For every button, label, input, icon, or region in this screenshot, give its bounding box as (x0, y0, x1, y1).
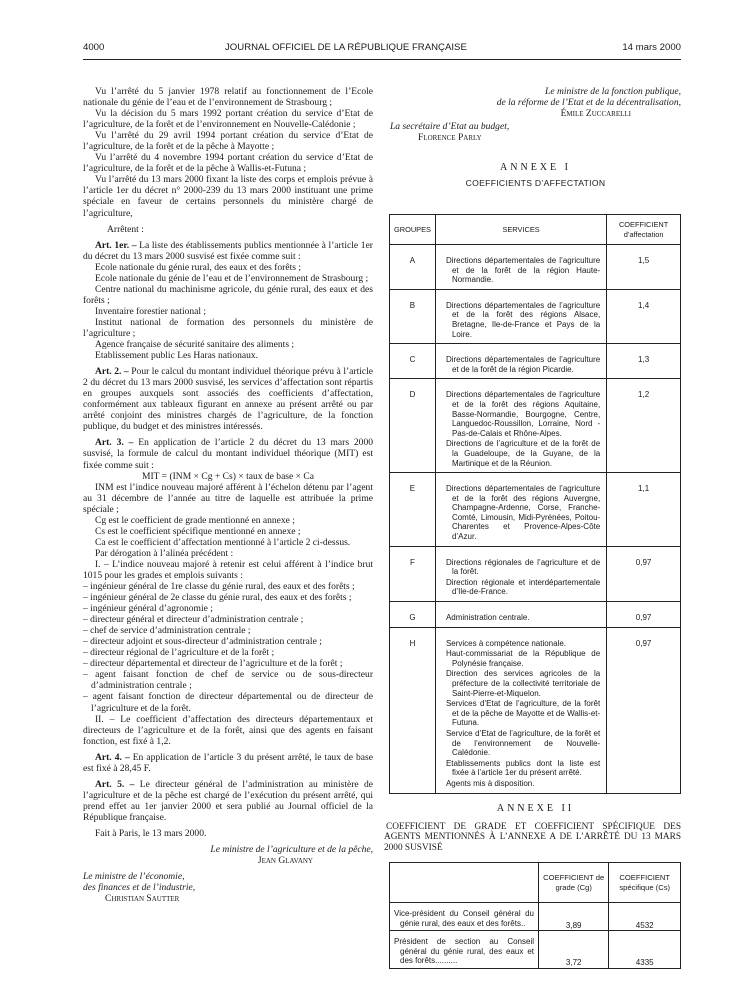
service-entry: Services à compétence nationale. (445, 638, 567, 648)
table-row (390, 344, 681, 379)
signatory-title: de la réforme de l’Etat et de la décentralisation, (496, 97, 681, 109)
group-cell: E (390, 473, 436, 547)
table-row (390, 379, 681, 473)
list-item: – ingénieur général d’agronomie ; (83, 603, 213, 615)
article-3: Art. 3. – En application de l’article 2 du décret du 13 mars 2000 susvisé, la formule de calcul du montant individuel théorique (MIT) est fixée comme suit : (83, 437, 373, 471)
service-entry: Service d’Etat de l’agriculture, de la forêt et de l’environnement de Nouvelle-Calédonie. (445, 728, 601, 758)
table-row (390, 289, 681, 343)
service-entry: Services d’Etat de l’agriculture, de la forêt et de la pêche de Mayotte et de Wallis-et-Futuna. (445, 699, 601, 728)
paragraph: Par dérogation à l’alinéa précédent : (95, 547, 234, 559)
paragraph: Vu l’arrêté du 13 mars 2000 fixant la liste des corps et emplois prévue à l’article 1er du décret n° 2000-239 du 13 mars 2000 instituant une prime spéciale en faveur de certains personnels du ministère chargé de l’agriculture, (83, 174, 373, 219)
specific-coefficient-cell: 4335 (609, 931, 681, 969)
paragraph: II. – Le coefficient d’affectation des directeurs départementaux et directeurs de l’agriculture et de la forêt, ainsi que des agents en faisant fonction, est fixé à 1,2. (83, 713, 373, 747)
table-body (390, 245, 681, 794)
annex-subtitle: COEFFICIENT DE GRADE ET COEFFICIENT SPÉCIFIQUE DES AGENTS MENTIONNÉS À L’ANNEXE A DE L’ARRÊTÉ DU 13 MARS 2000 SUSVISÉ (384, 822, 681, 853)
article-1: Art. 1er. – La liste des établissements publics mentionnée à l’article 1er du décret du 13 mars 2000 susvisé est fixée comme suit : (83, 239, 373, 262)
article-heading: Art. 3. – (95, 437, 134, 449)
definition: Ca est le coefficient d’affectation mentionné à l’article 2 ci-dessus. (95, 536, 351, 548)
service-entry: Directions départementales de l’agriculture et de la forêt de la région Picardie. (445, 355, 601, 374)
list-item: – directeur général et directeur d’administration centrale ; (83, 614, 304, 626)
column-header: COEFFICIENT spécifique (Cs) (609, 863, 681, 903)
signatory-title: La secrétaire d’Etat au budget, (390, 121, 510, 133)
list-item: – directeur adjoint et sous-directeur d’administration centrale ; (83, 636, 322, 648)
list-item: Inventaire forestier national ; (95, 305, 207, 317)
services-cell (435, 627, 606, 793)
service-entry: Etablissements publics dont la liste est fixée à l’article 1er du présent arrêté. (445, 758, 601, 778)
grade-label: Vice-président du Conseil général du génie rural, des eaux et des forêts.. (394, 909, 534, 928)
service-entry: Direction régionale et interdépartementale d’Ile-de-France. (445, 577, 601, 597)
grade-coefficients-table (389, 862, 681, 969)
list-item: Ecole nationale du génie rural, des eaux et des forêts ; (95, 261, 301, 273)
coefficient-cell: 0,97 (607, 602, 681, 628)
article-heading: Art. 4. – (95, 751, 130, 763)
coefficient-cell: 1,3 (607, 344, 681, 379)
coefficient-cell: 0,97 (607, 546, 681, 601)
coefficients-table (389, 214, 681, 794)
grade-label-cell (390, 903, 539, 931)
arretent: Arrêtent : (107, 223, 144, 235)
column-header: COEFFICIENT d’affectation (607, 215, 681, 245)
definition: Cg est le coefficient de grade mentionné en annexe ; (95, 514, 295, 526)
service-entry: Agents mis à disposition. (445, 778, 535, 788)
paragraph: Vu l’arrêté du 29 avril 1994 portant création du service d’Etat de l’agriculture, de la forêt et de la pêche à Mayotte ; (83, 130, 373, 153)
signatory-title: Le ministre de l’économie, (83, 871, 185, 883)
article-heading: Art. 1er. – (95, 239, 137, 251)
page-header (83, 42, 681, 56)
group-cell: G (390, 602, 436, 628)
coefficient-cell: 1,1 (607, 473, 681, 547)
grade-coefficient-cell: 3,89 (539, 903, 609, 931)
grade-label: Président de section au Conseil général du génie rural, des eaux et des forêts.......... (394, 937, 534, 966)
table-row (390, 627, 681, 793)
article-heading: Art. 2. – (95, 366, 129, 378)
list-item: Ecole nationale du génie de l’eau et de l’environnement de Strasbourg ; (95, 272, 369, 284)
group-cell: C (390, 344, 436, 379)
date-line: Fait à Paris, le 13 mars 2000. (95, 828, 207, 839)
formula: MIT = (INM × Cg + Cs) × taux de base × Ca (141, 470, 315, 482)
list-item: – agent faisant fonction de directeur départemental ou de directeur de l’agriculture et de la forêt. (83, 691, 373, 714)
service-entry: Directions de l’agriculture et de la forêt de la Guadeloupe, de la Guyane, de la Martinique et de la Réunion. (445, 439, 601, 468)
services-cell (435, 473, 606, 547)
list-item: Institut national de formation des personnels du ministère de l’agriculture ; (83, 316, 373, 339)
coefficient-cell: 1,5 (607, 245, 681, 290)
list-item: Agence française de sécurité sanitaire des aliments ; (95, 339, 295, 351)
definition: Cs est le coefficient spécifique mentionné en annexe ; (95, 525, 301, 537)
coefficient-cell: 0,97 (607, 627, 681, 793)
signatory-title: Le ministre de la fonction publique, (545, 86, 681, 97)
table-row (390, 903, 681, 931)
services-cell (435, 344, 606, 379)
table-header-row (390, 215, 681, 245)
article-2: Art. 2. – Pour le calcul du montant individuel théorique prévu à l’article 2 du décret du 13 mars 2000 susvisé, les services d’affectation sont répartis en groupes auxquels sont associés des coefficients d’affectation, conformément aux tableaux figurant en annexe au présent arrêté ou par arrêté conjoint des ministres chargés de l’agriculture, de la fonction publique, du budget et des ministres intéressés. (83, 366, 374, 433)
service-entry: Direction des services agricoles de la préfecture de la collectivité territoriale de Saint-Pierre-et-Miquelon. (445, 669, 601, 698)
group-cell: D (390, 379, 436, 473)
group-cell: A (390, 245, 436, 290)
service-entry: Administration centrale. (445, 613, 530, 623)
service-entry: Haut-commissariat de la République de Polynésie française. (445, 649, 601, 668)
specific-coefficient-cell: 4532 (609, 903, 681, 931)
group-cell: F (390, 546, 436, 601)
signatory-name: Christian Sautter (105, 893, 180, 905)
service-entry: Directions départementales de l’agriculture et de la forêt des régions Aquitaine, Basse-Normandie, Bourgogne, Centre, Languedoc-Roussillon, Lorraine, Nord - Pas-de-Calais et Rhône-Alpes. (445, 390, 601, 438)
article-heading: Art. 5. – (95, 778, 135, 790)
annex-title: ANNEXE I (500, 162, 571, 174)
journal-title: JOURNAL OFFICIEL DE LA RÉPUBLIQUE FRANÇAISE (225, 42, 467, 53)
group-cell: B (390, 289, 436, 343)
list-item: – directeur régional de l’agriculture et de la forêt ; (83, 647, 275, 659)
group-cell: H (390, 627, 436, 793)
table-row (390, 546, 681, 601)
column-header: COEFFICIENT de grade (Cg) (539, 863, 609, 903)
signatory-name: Florence Parly (418, 132, 482, 144)
signatory-title: Le ministre de l’agriculture et de la pêche, (210, 844, 373, 856)
list-item: – chef de service d’administration centrale ; (83, 625, 251, 637)
list-item: – ingénieur général de 1re classe du génie rural, des eaux et des forêts ; (83, 581, 355, 593)
list-item: Centre national du machinisme agricole, du génie rural, des eaux et des forêts ; (83, 283, 373, 306)
annex-subtitle: COEFFICIENTS D’AFFECTATION (465, 178, 606, 189)
services-cell (435, 289, 606, 343)
paragraph: Vu l’arrêté du 5 janvier 1978 relatif au fonctionnement de l’Ecole nationale du génie de l’eau et de l’environnement de Strasbourg ; (83, 86, 373, 109)
grade-coefficient-cell: 3,72 (539, 931, 609, 969)
column-header: GROUPES (390, 215, 436, 245)
table-row (390, 473, 681, 547)
table-header-row (390, 863, 681, 903)
services-cell (435, 546, 606, 601)
service-entry: Directions régionales de l’agriculture et de la forêt. (445, 557, 601, 577)
coefficient-cell: 1,2 (607, 379, 681, 473)
list-item: – ingénieur général de 2e classe du génie rural, des eaux et des forêts ; (83, 592, 352, 604)
left-column (83, 86, 373, 904)
page-number: 4000 (83, 42, 105, 53)
column-header (390, 863, 539, 903)
service-entry: Directions départementales de l’agriculture et de la forêt des régions Alsace, Bretagne, Ile-de-France et Pays de la Loire. (445, 300, 601, 339)
paragraph: Vu la décision du 5 mars 1992 portant création du service d’Etat de l’agriculture, de la forêt et de l’environnement en Nouvelle-Calédonie ; (83, 108, 373, 131)
signatory-title: des finances et de l’industrie, (83, 882, 196, 894)
list-item: Etablissement public Les Haras nationaux. (95, 350, 259, 362)
issue-date: 14 mars 2000 (622, 42, 681, 53)
column-header: SERVICES (435, 215, 606, 245)
coefficient-cell: 1,4 (607, 289, 681, 343)
table-body (390, 903, 681, 969)
table-row (390, 245, 681, 290)
table-row (390, 931, 681, 969)
list-item: – directeur départemental et directeur de l’agriculture et de la forêt ; (83, 658, 343, 670)
signatory-name: Émile Zuccarelli (560, 108, 631, 120)
header-rule (83, 59, 681, 60)
right-column (390, 86, 681, 189)
signatory-name: Jean Glavany (257, 855, 313, 867)
article-5: Art. 5. – Le directeur général de l’administration au ministère de l’agriculture et de la pêche est chargé de l’exécution du présent arrêté, qui prend effet au 1er janvier 2000 et sera publié au Journal officiel de la République française. (83, 778, 374, 823)
list-item: – agent faisant fonction de chef de service ou de sous-directeur d’administration centrale ; (83, 669, 373, 692)
services-cell (435, 602, 606, 628)
paragraph: Vu l’arrêté du 4 novembre 1994 portant création du service d’Etat de l’agriculture, de la forêt et de la pêche à Wallis-et-Futuna ; (83, 152, 373, 175)
annex-title: ANNEXE II (496, 803, 575, 814)
services-cell (435, 379, 606, 473)
paragraph: I. – L’indice nouveau majoré à retenir est celui afférent à l’indice brut 1015 pour les grades et emplois suivants : (83, 558, 373, 581)
services-cell (435, 245, 606, 290)
article-4: Art. 4. – En application de l’article 3 du présent arrêté, le taux de base est fixé à 28,45 F. (83, 751, 373, 774)
grade-label-cell (390, 931, 539, 969)
service-entry: Directions départementales de l’agriculture et de la forêt des régions Auvergne, Champagne-Ardenne, Corse, Franche-Comté, Limousin, Midi-Pyrénées, Poitou-Charentes et Provence-Alpes-Côte d’Azur. (445, 484, 601, 542)
definition: INM est l’indice nouveau majoré afférent à l’échelon détenu par l’agent au 31 décembre de l’année au titre de laquelle est attribuée la prime spéciale ; (83, 481, 373, 515)
service-entry: Directions départementales de l’agriculture et de la forêt de la région Haute-Normandie. (445, 256, 601, 285)
table-row (390, 602, 681, 628)
